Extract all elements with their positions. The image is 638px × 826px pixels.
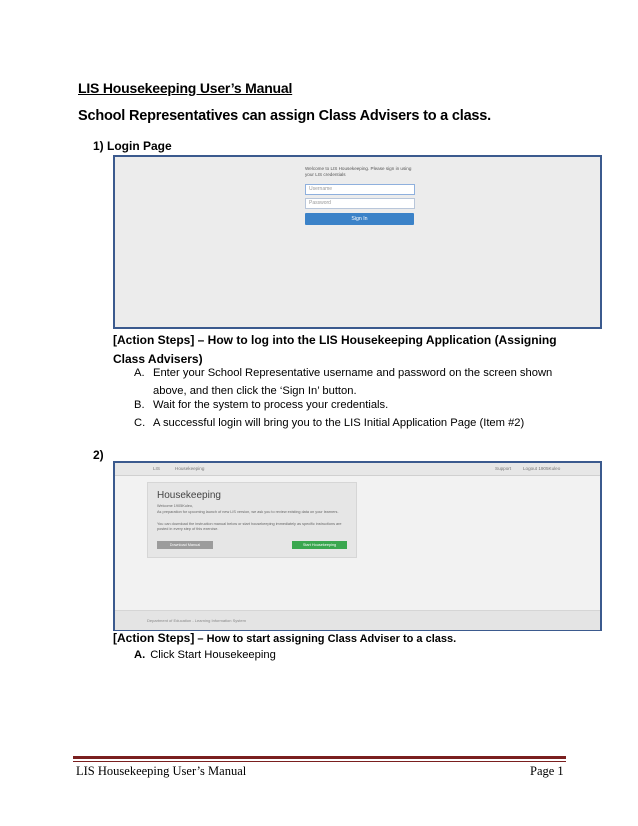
step-text: A successful login will bring you to the LIS Initial Application Page (Item #2) (153, 417, 525, 429)
download-manual-button: Download Manual (157, 541, 213, 549)
nav-housekeeping: Housekeeping (175, 466, 205, 471)
app-footer (115, 610, 600, 630)
footer-rule-thick (73, 756, 566, 759)
step-text: Enter your School Representative username and password on the screen shown above, and then click the ‘Sign In’ button. (153, 367, 553, 397)
app-footer-text: Department of Education - Learning Information System (147, 618, 246, 623)
login-welcome-text: Welcome to LIS Housekeeping. Please sign in using your LIS credentials (305, 166, 412, 177)
step-letter: B. (134, 399, 145, 411)
username-field: Username (305, 184, 415, 195)
footer-manual-title: LIS Housekeeping User’s Manual (76, 764, 247, 778)
action-steps-title-2 (113, 631, 456, 645)
nav-brand: LIS (153, 466, 160, 471)
action-steps-label: [Action Steps] (113, 631, 195, 645)
panel-paragraph-1: As preparation for upcoming launch of new LIS version, we ask you to review existing data on your learners. (157, 510, 339, 514)
step-letter: A. (134, 649, 146, 661)
housekeeping-page-screenshot (113, 461, 602, 631)
panel-title: Housekeeping (157, 490, 221, 501)
welcome-line: Welcome 1905Kuleo, (157, 504, 194, 508)
step-text: Wait for the system to process your credentials. (153, 399, 389, 411)
housekeeping-panel (147, 482, 357, 558)
sign-in-button: Sign In (305, 213, 414, 225)
section-1-heading: 1) Login Page (93, 139, 172, 153)
footer-rule-thin (73, 761, 566, 762)
step-2-a (134, 649, 276, 661)
action-steps-description: – How to start assigning Class Adviser to a class. (194, 633, 457, 645)
section-2-heading: 2) (93, 448, 104, 462)
step-text: Click Start Housekeeping (150, 649, 276, 661)
login-page-screenshot (113, 155, 602, 329)
step-letter: C. (134, 417, 146, 429)
login-form (305, 166, 417, 234)
document-title: LIS Housekeeping User’s Manual (78, 80, 293, 96)
start-housekeeping-button: Start Housekeeping (292, 541, 347, 549)
nav-support: Support (495, 466, 512, 471)
password-field: Password (305, 198, 415, 209)
action-steps-title-1: [Action Steps] – How to log into the LIS Housekeeping Application (Assigning Class Advisers) (113, 333, 557, 366)
nav-logout: Logout 1905Kuleo (523, 466, 561, 471)
app-navbar (115, 463, 600, 476)
panel-paragraph-2: You can download the instruction manual below or start housekeeping immediately as specific instructions are posted in every step of this exercise. (157, 522, 342, 531)
page-number: Page 1 (530, 764, 564, 778)
document-subtitle: School Representatives can assign Class Advisers to a class. (78, 108, 491, 124)
step-letter: A. (134, 367, 145, 379)
